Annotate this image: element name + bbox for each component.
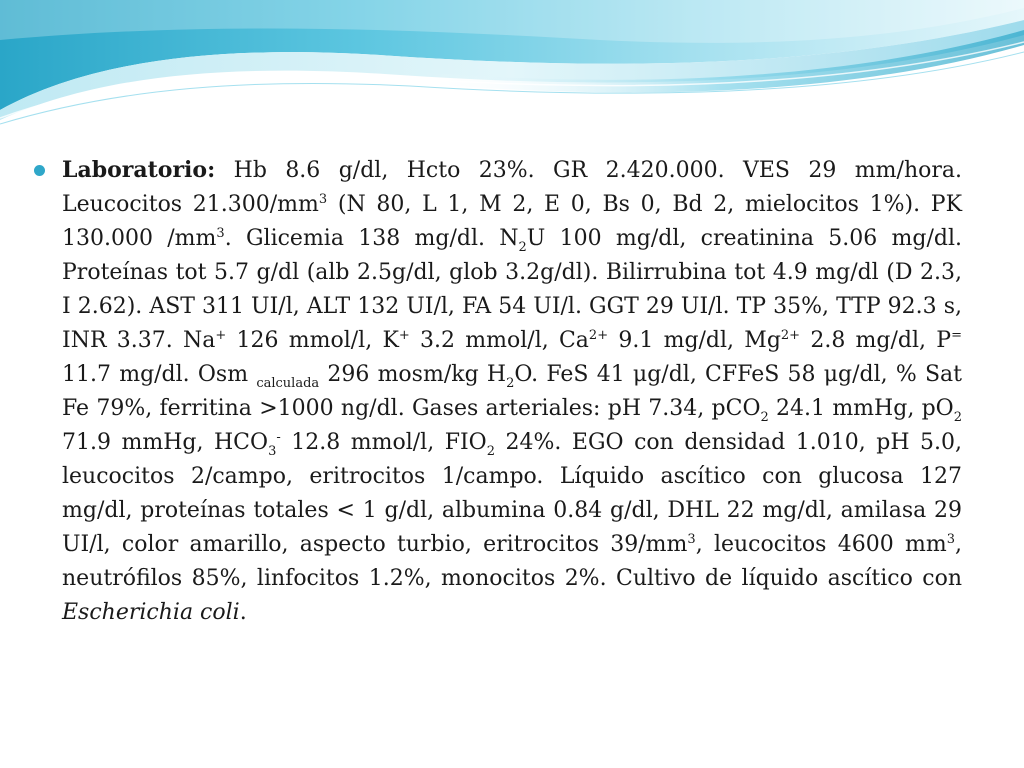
text-segment: 9.1 mg/dl, Mg: [608, 328, 781, 353]
superscript: +: [215, 328, 227, 343]
subscript: 3: [268, 444, 277, 459]
superscript: 3: [216, 226, 225, 241]
subscript: 2: [760, 410, 769, 425]
lab-results-paragraph: [62, 153, 962, 630]
superscript: =: [951, 328, 962, 343]
text-segment: 2.8 mg/dl, P: [800, 328, 952, 353]
text-segment: U 100 mg/dl, creatinina 5.06 mg/dl. Proteínas tot 5.7 g/dl (alb 2.5g/dl, glob 3.2g/dl). Bilirrubina tot 4.9 mg/dl (D 2.3, I 2.62). AST 311 UI/l, ALT 132 UI/l, FA 54 UI/l. GGT 29 UI/l. TP 35%, TTP 92.3 s, INR 3.37. Na: [62, 226, 962, 353]
text-segment: Hb 8.6 g/dl, Hcto 23%. GR 2.420.000. VES 29 mm/hora. Leucocitos 21.300/mm: [62, 158, 962, 217]
header-wave-decoration: [0, 0, 1024, 130]
superscript: 3: [318, 192, 328, 207]
superscript: 2+: [780, 328, 801, 343]
text-segment: 296 mosm/kg H: [319, 362, 507, 387]
text-segment: O. FeS 41 μg/dl, CFFeS 58 μg/dl, % Sat Fe 79%, ferritina >1000 ng/dl. Gases arteriales: pH 7.34, pCO: [62, 362, 963, 421]
superscript: 3: [687, 532, 696, 547]
subscript: 2: [518, 240, 527, 255]
text-segment: 24%. EGO con densidad 1.010, pH 5.0, leucocitos 2/campo, eritrocitos 1/campo. Líquido ascítico con glucosa 127 mg/dl, proteínas totales < 1 g/dl, albumina 0.84 g/dl, DHL 22 mg/dl, amilasa 29 UI/l, color amarillo, aspecto turbio, eritrocitos 39/mm: [62, 430, 962, 557]
superscript: 2+: [588, 328, 609, 343]
heading-laboratorio: Laboratorio:: [62, 157, 216, 183]
organism-name: Escherichia coli: [62, 600, 240, 625]
subscript: 2: [953, 410, 962, 425]
text-segment: 12.8 mmol/l, FIO: [280, 430, 487, 455]
text-segment: 24.1 mmHg, pO: [768, 396, 954, 421]
text-segment: .: [239, 600, 247, 625]
text-segment: (N 80, L 1, M 2, E 0, Bs 0, Bd 2, mielocitos 1%). PK 130.000 /mm: [62, 192, 962, 251]
text-segment: 126 mmol/l, K: [226, 328, 399, 353]
superscript: +: [398, 328, 410, 343]
subscript: 2: [506, 376, 515, 391]
superscript: -: [276, 430, 281, 445]
text-segment: 3.2 mmol/l, Ca: [409, 328, 589, 353]
subscript: 2: [486, 444, 495, 459]
bullet-icon: [34, 165, 45, 176]
superscript: 3: [946, 532, 955, 547]
text-segment: 71.9 mmHg, HCO: [62, 430, 269, 455]
text-segment: 11.7 mg/dl. Osm: [62, 362, 257, 387]
text-segment: , neutrófilos 85%, linfocitos 1.2%, monocitos 2%. Cultivo de líquido ascítico con: [62, 532, 962, 591]
text-segment: . Glicemia 138 mg/dl. N: [224, 226, 519, 251]
subscript: calculada: [256, 376, 320, 391]
text-segment: , leucocitos 4600 mm: [695, 532, 947, 557]
